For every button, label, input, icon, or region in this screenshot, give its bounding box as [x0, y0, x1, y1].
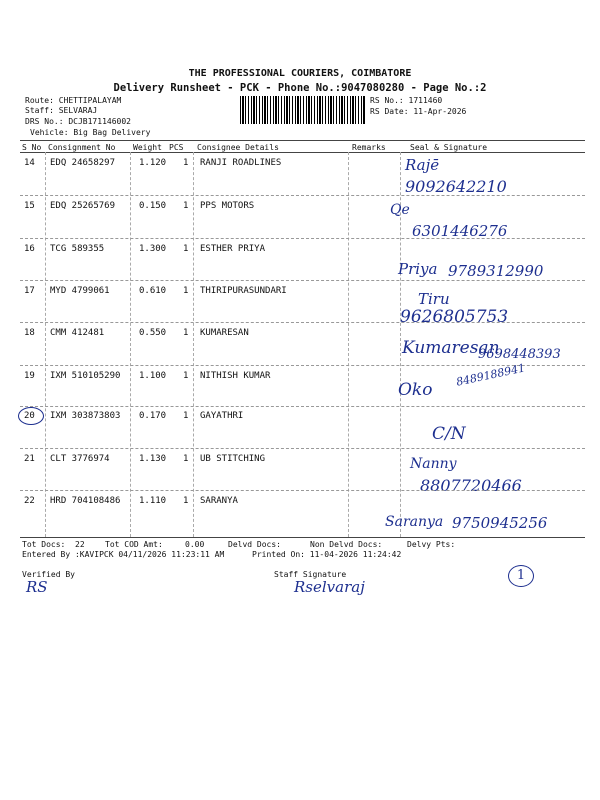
row-pcs: 1	[183, 201, 189, 211]
row-sno: 22	[24, 496, 35, 506]
row-pcs: 1	[183, 286, 189, 296]
signature-phone: 8489188941	[455, 361, 527, 389]
col-remarks: Remarks	[352, 143, 386, 152]
row-weight: 0.550	[139, 328, 167, 338]
table-top-rule	[20, 140, 585, 141]
document-subtitle: Delivery Runsheet - PCK - Phone No.:9047080280 - Page No.:2	[113, 82, 487, 94]
delvd-docs-label: Delvd Docs:	[228, 540, 281, 549]
divider	[348, 152, 349, 537]
row-consignee: KUMARESAN	[200, 328, 249, 338]
signature-phone: 9698448393	[478, 347, 561, 362]
divider	[45, 152, 46, 537]
signature-name: Tiru	[418, 290, 450, 308]
row-consignment: TCG 589355	[50, 244, 105, 254]
row-divider	[20, 448, 585, 449]
row-weight: 1.120	[139, 158, 167, 168]
entered-by: Entered By :KAVIPCK 04/11/2026 11:23:11 AM	[22, 550, 225, 559]
row-pcs: 1	[183, 454, 189, 464]
divider	[193, 152, 194, 537]
signature-phone: 9626805753	[400, 307, 509, 327]
signature-name: Oko	[398, 380, 433, 400]
route-label: Route: CHETTIPALAYAM	[25, 96, 122, 105]
row-sno: 19	[24, 371, 35, 381]
row-consignee: THIRIPURASUNDARI	[200, 286, 287, 296]
row-weight: 1.100	[139, 371, 167, 381]
row-weight: 0.610	[139, 286, 167, 296]
row-weight: 1.300	[139, 244, 167, 254]
printed-on: Printed On: 11-04-2026 11:24:42	[252, 550, 402, 559]
signature-name: Rajē	[405, 156, 440, 174]
row-pcs: 1	[183, 371, 189, 381]
row-weight: 1.130	[139, 454, 167, 464]
row-weight: 1.110	[139, 496, 167, 506]
row-consignee: PPS MOTORS	[200, 201, 255, 211]
verified-signature: RS	[26, 578, 48, 596]
row-consignment: EDQ 25265769	[50, 201, 116, 211]
signature-phone: 9750945256	[452, 514, 548, 532]
staff-signature: Rselvaraj	[294, 578, 365, 596]
row-consignee: UB STITCHING	[200, 454, 266, 464]
row-consignment: HRD 704108486	[50, 496, 121, 506]
col-seal: Seal & Signature	[410, 143, 488, 152]
row-consignment: IXM 303873803	[50, 411, 121, 421]
row-consignee: SARANYA	[200, 496, 238, 506]
signature-name: Nanny	[410, 456, 457, 472]
non-delvd-docs-label: Non Delvd Docs:	[310, 540, 383, 549]
row-weight: 0.150	[139, 201, 167, 211]
row-divider	[20, 406, 585, 407]
signature-name: Saranya	[385, 514, 444, 530]
signature-name: Priya	[398, 260, 438, 278]
barcode	[240, 96, 366, 124]
row-consignee: GAYATHRI	[200, 411, 244, 421]
row-consignment: CMM 412481	[50, 328, 105, 338]
page-mark: 1	[508, 565, 534, 587]
signature-name: C/N	[432, 424, 466, 444]
row-sno: 17	[24, 286, 35, 296]
row-divider	[20, 322, 585, 323]
row-pcs: 1	[183, 158, 189, 168]
signature-phone: 9789312990	[448, 262, 544, 280]
tot-cod-value: 0.00	[185, 540, 205, 549]
col-sno: S No	[22, 143, 42, 152]
row-divider	[20, 195, 585, 196]
vehicle-label: Vehicle: Big Bag Delivery	[30, 128, 151, 137]
row-divider	[20, 238, 585, 239]
document-title: THE PROFESSIONAL COURIERS, COIMBATORE	[188, 68, 412, 79]
signature-phone: 9092642210	[405, 177, 507, 196]
row-pcs: 1	[183, 411, 189, 421]
rs-number: RS No.: 1711460	[370, 96, 443, 105]
row-sno: 14	[24, 158, 35, 168]
verified-by-label: Verified By	[22, 570, 75, 579]
delvy-pts-label: Delvy Pts:	[407, 540, 456, 549]
row-sno: 16	[24, 244, 35, 254]
row-pcs: 1	[183, 244, 189, 254]
signature-name: Kumaresan	[402, 338, 500, 358]
col-consignment: Consignment No	[48, 143, 116, 152]
rs-date: RS Date: 11-Apr-2026	[370, 107, 467, 116]
signature-name: Qe	[390, 202, 410, 218]
row-consignment: EDQ 24658297	[50, 158, 116, 168]
row-divider	[20, 490, 585, 491]
divider	[130, 152, 131, 537]
staff-signature-label: Staff Signature	[274, 570, 347, 579]
signature-phone: 6301446276	[412, 222, 508, 240]
signature-phone: 8807720466	[420, 476, 522, 495]
drs-label: DRS No.: DCJB171146002	[25, 117, 131, 126]
col-consignee: Consignee Details	[197, 143, 279, 152]
row-consignment: IXM 510105290	[50, 371, 121, 381]
row-pcs: 1	[183, 328, 189, 338]
table-header-rule	[20, 152, 585, 153]
row-consignee: NITHISH KUMAR	[200, 371, 271, 381]
tot-docs-label: Tot Docs:	[22, 540, 66, 549]
row-sno: 20	[24, 411, 35, 421]
row-consignment: CLT 3776974	[50, 454, 110, 464]
row-sno: 15	[24, 201, 35, 211]
row-pcs: 1	[183, 496, 189, 506]
tot-cod-label: Tot COD Amt:	[105, 540, 163, 549]
row-divider	[20, 280, 585, 281]
row-consignee: RANJI ROADLINES	[200, 158, 282, 168]
tot-docs-value: 22	[75, 540, 85, 549]
table-bottom-rule	[20, 537, 585, 538]
row-weight: 0.170	[139, 411, 167, 421]
col-pcs: PCS	[169, 143, 184, 152]
staff-label: Staff: SELVARAJ	[25, 106, 98, 115]
col-weight: Weight	[133, 143, 162, 152]
row-consignee: ESTHER PRIYA	[200, 244, 266, 254]
row-sno: 18	[24, 328, 35, 338]
row-consignment: MYD 4799061	[50, 286, 110, 296]
row-sno: 21	[24, 454, 35, 464]
